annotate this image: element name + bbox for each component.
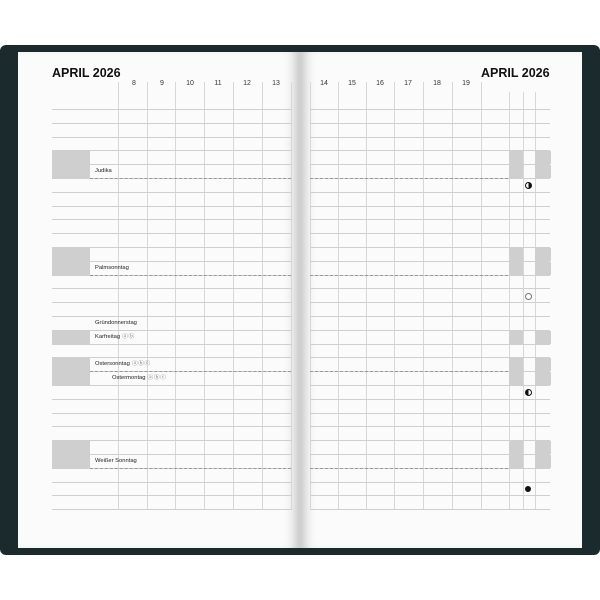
weekend-shade [535, 358, 551, 371]
day-row [52, 234, 292, 248]
day-row [52, 482, 292, 496]
day-row [310, 482, 550, 496]
moon-phase-icon [525, 293, 532, 300]
left-page-title: APRIL 2026 [52, 66, 121, 80]
day-row [52, 179, 292, 193]
weekend-shade [535, 151, 551, 164]
hour-label-13: 13 [272, 80, 280, 87]
day-row [310, 317, 550, 331]
day-row [52, 469, 292, 483]
hour-label-16: 16 [376, 80, 384, 87]
weekend-shade [535, 331, 551, 344]
weekend-shade [509, 262, 523, 275]
holiday-label [95, 317, 137, 330]
day-row [52, 206, 292, 220]
day-row [52, 124, 292, 138]
holiday-label [95, 165, 112, 178]
day-row [52, 289, 292, 303]
hour-label-9: 9 [160, 80, 164, 87]
day-row [52, 427, 292, 441]
holiday-name: Karfreitag [95, 333, 121, 340]
page-gutter [298, 52, 302, 548]
hour-label-11: 11 [214, 80, 222, 87]
holiday-label [95, 262, 129, 275]
hour-label-18: 18 [433, 80, 441, 87]
hour-label-19: 19 [462, 80, 470, 87]
day-row [52, 386, 292, 400]
weekend-shade [509, 455, 523, 468]
day-row [52, 496, 292, 510]
weekend-shade [52, 358, 90, 371]
day-row [52, 400, 292, 414]
holiday-name: Judika [95, 168, 112, 174]
weekend-shade [52, 165, 90, 178]
weekend-shade [52, 441, 90, 454]
day-row [52, 344, 292, 358]
school-holiday-icons: ⓐⓑⓒ [147, 375, 167, 381]
weekend-shade [52, 262, 90, 275]
day-row [52, 110, 292, 124]
day-row [310, 400, 550, 414]
weekend-shade [535, 441, 551, 454]
day-row [52, 303, 292, 317]
weekend-shade [509, 358, 523, 371]
day-row [52, 137, 292, 151]
day-row [310, 220, 550, 234]
hour-label-10: 10 [186, 80, 194, 87]
hour-label-14: 14 [320, 80, 328, 87]
weekend-shade [52, 151, 90, 164]
day-row [52, 96, 292, 110]
day-row [310, 137, 550, 151]
weekend-shade [509, 248, 523, 261]
day-row [310, 206, 550, 220]
day-row [310, 234, 550, 248]
holiday-name: Palmsonntag [95, 264, 129, 271]
holiday-name: Ostermontag [112, 375, 146, 381]
day-row [52, 317, 292, 331]
day-row [310, 275, 550, 289]
day-row [310, 193, 550, 207]
weekend-shade [52, 331, 90, 344]
day-row [310, 179, 550, 193]
school-holiday-icons: ⓐⓑ [122, 333, 135, 340]
weekend-shade [535, 455, 551, 468]
day-row [310, 469, 550, 483]
day-row [310, 110, 550, 124]
weekend-shade [509, 441, 523, 454]
day-row [310, 303, 550, 317]
holiday-label [95, 331, 135, 344]
day-row [52, 275, 292, 289]
day-row [310, 344, 550, 358]
day-row [310, 413, 550, 427]
hour-label-17: 17 [404, 80, 412, 87]
holiday-name: Ostersonntag [95, 361, 130, 368]
weekend-shade [535, 248, 551, 261]
weekend-shade [509, 151, 523, 164]
holiday-name: Weißer Sonntag [95, 457, 137, 464]
day-row [310, 289, 550, 303]
weekend-shade [509, 331, 523, 344]
day-row [310, 427, 550, 441]
weekend-shade [535, 262, 551, 275]
moon-phase-icon [525, 486, 531, 492]
day-row [52, 220, 292, 234]
weekend-shade [535, 372, 551, 385]
day-row [310, 124, 550, 138]
weekend-shade [52, 248, 90, 261]
day-row [52, 413, 292, 427]
weekend-shade [509, 372, 523, 385]
weekend-shade [535, 165, 551, 178]
hour-label-8: 8 [132, 80, 136, 87]
day-row [52, 193, 292, 207]
hour-label-12: 12 [243, 80, 251, 87]
holiday-label [112, 372, 166, 385]
weekend-shade [52, 372, 90, 385]
right-page-title: APRIL 2026 [481, 66, 550, 80]
school-holiday-icons: ⓐⓑⓒ [131, 361, 151, 368]
hour-label-15: 15 [348, 80, 356, 87]
weekend-shade [52, 455, 90, 468]
holiday-label [95, 358, 151, 371]
day-row [310, 496, 550, 510]
holiday-name: Gründonnerstag [95, 319, 137, 326]
weekend-shade [509, 165, 523, 178]
day-row [310, 96, 550, 110]
day-row [310, 386, 550, 400]
holiday-label [95, 455, 137, 468]
